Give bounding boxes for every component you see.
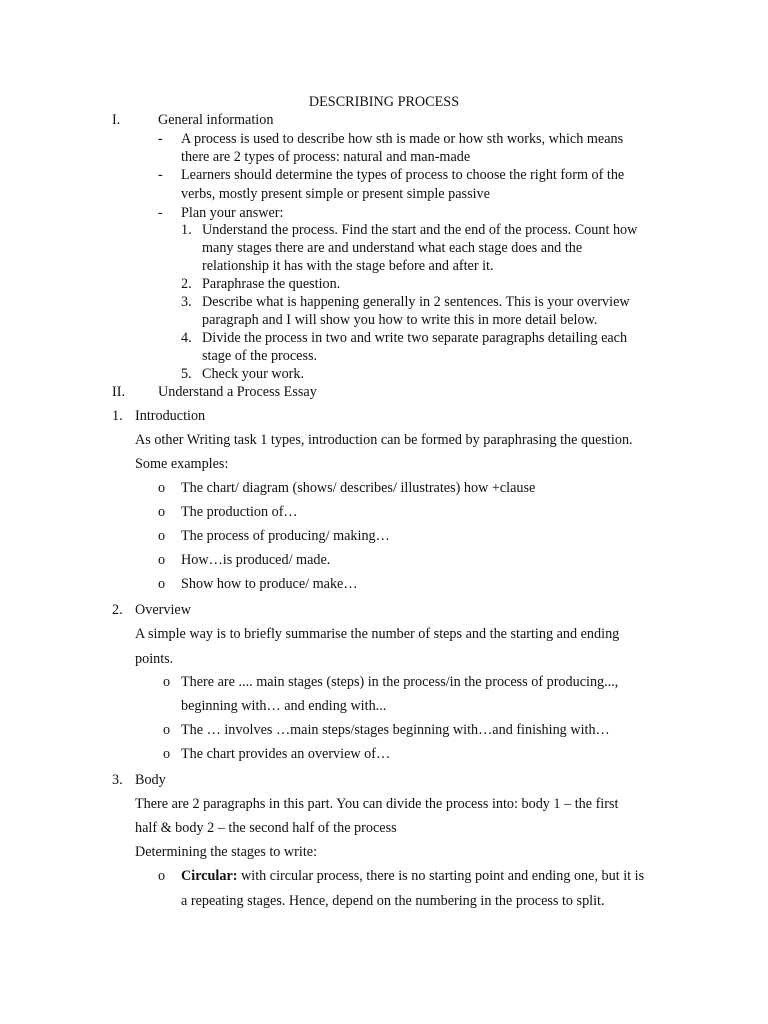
list-bullet: o [158, 528, 166, 544]
overview-paragraph: points. [135, 651, 174, 667]
plan-text: paragraph and I will show you how to write this in more detail below. [202, 312, 598, 328]
plan-number: 4. [181, 330, 192, 346]
plan-text: Describe what is happening generally in 2 sentences. This is your overview [202, 294, 630, 310]
intro-example: The chart/ diagram (shows/ describes/ illustrates) how +clause [181, 480, 536, 496]
overview-paragraph: A simple way is to briefly summarise the number of steps and the starting and ending [135, 626, 620, 642]
overview-example: The chart provides an overview of… [181, 746, 391, 762]
plan-number: 2. [181, 276, 192, 292]
intro-paragraph: Some examples: [135, 456, 229, 472]
intro-number: 1. [112, 408, 123, 424]
circular-text: with circular process, there is no starting point and ending one, but it is [241, 868, 645, 884]
bullet-text: Plan your answer: [181, 205, 284, 221]
intro-example: The process of producing/ making… [181, 528, 390, 544]
intro-example: Show how to produce/ make… [181, 576, 358, 592]
overview-example: There are .... main stages (steps) in the process/in the process of producing..., [181, 674, 619, 690]
dash-bullet: - [158, 131, 163, 147]
bullet-text: A process is used to describe how sth is made or how sth works, which means [181, 131, 624, 147]
plan-text: Paraphrase the question. [202, 276, 341, 292]
list-bullet: o [158, 576, 166, 592]
plan-text: Divide the process in two and write two separate paragraphs detailing each [202, 330, 628, 346]
circular-label: Circular: [181, 868, 238, 884]
list-bullet: o [163, 722, 171, 738]
list-bullet: o [163, 746, 171, 762]
plan-number: 3. [181, 294, 192, 310]
intro-example: The production of… [181, 504, 298, 520]
section-1-heading: General information [158, 112, 274, 128]
plan-text: Understand the process. Find the start and the end of the process. Count how [202, 222, 638, 238]
dash-bullet: - [158, 167, 163, 183]
body-paragraph: There are 2 paragraphs in this part. You can divide the process into: body 1 – the first [135, 796, 619, 812]
page-title: DESCRIBING PROCESS [308, 94, 460, 110]
section-2-heading: Understand a Process Essay [158, 384, 317, 400]
section-1-number: I. [112, 112, 121, 128]
dash-bullet: - [158, 205, 163, 221]
list-bullet: o [158, 480, 166, 496]
list-bullet: o [163, 674, 171, 690]
body-paragraph: Determining the stages to write: [135, 844, 318, 860]
body-number: 3. [112, 772, 123, 788]
plan-text: relationship it has with the stage before and after it. [202, 258, 494, 274]
overview-example: beginning with… and ending with... [181, 698, 387, 714]
intro-example: How…is produced/ made. [181, 552, 331, 568]
bullet-text: there are 2 types of process: natural and man-made [181, 149, 471, 165]
overview-example: The … involves …main steps/stages beginning with…and finishing with… [181, 722, 610, 738]
overview-number: 2. [112, 602, 123, 618]
bullet-text: verbs, mostly present simple or present simple passive [181, 186, 490, 202]
list-bullet: o [158, 868, 166, 884]
plan-text: stage of the process. [202, 348, 318, 364]
body-paragraph: half & body 2 – the second half of the process [135, 820, 397, 836]
list-bullet: o [158, 552, 166, 568]
section-2-number: II. [112, 384, 125, 400]
intro-heading: Introduction [135, 408, 206, 424]
overview-heading: Overview [135, 602, 191, 618]
body-heading: Body [135, 772, 166, 788]
plan-text: Check your work. [202, 366, 305, 382]
plan-number: 5. [181, 366, 192, 382]
circular-text: a repeating stages. Hence, depend on the numbering in the process to split. [181, 893, 605, 909]
intro-paragraph: As other Writing task 1 types, introduction can be formed by paraphrasing the question. [135, 432, 633, 448]
circular-item [181, 868, 644, 885]
list-bullet: o [158, 504, 166, 520]
bullet-text: Learners should determine the types of process to choose the right form of the [181, 167, 625, 183]
plan-number: 1. [181, 222, 192, 238]
plan-text: many stages there are and understand what each stage does and the [202, 240, 583, 256]
